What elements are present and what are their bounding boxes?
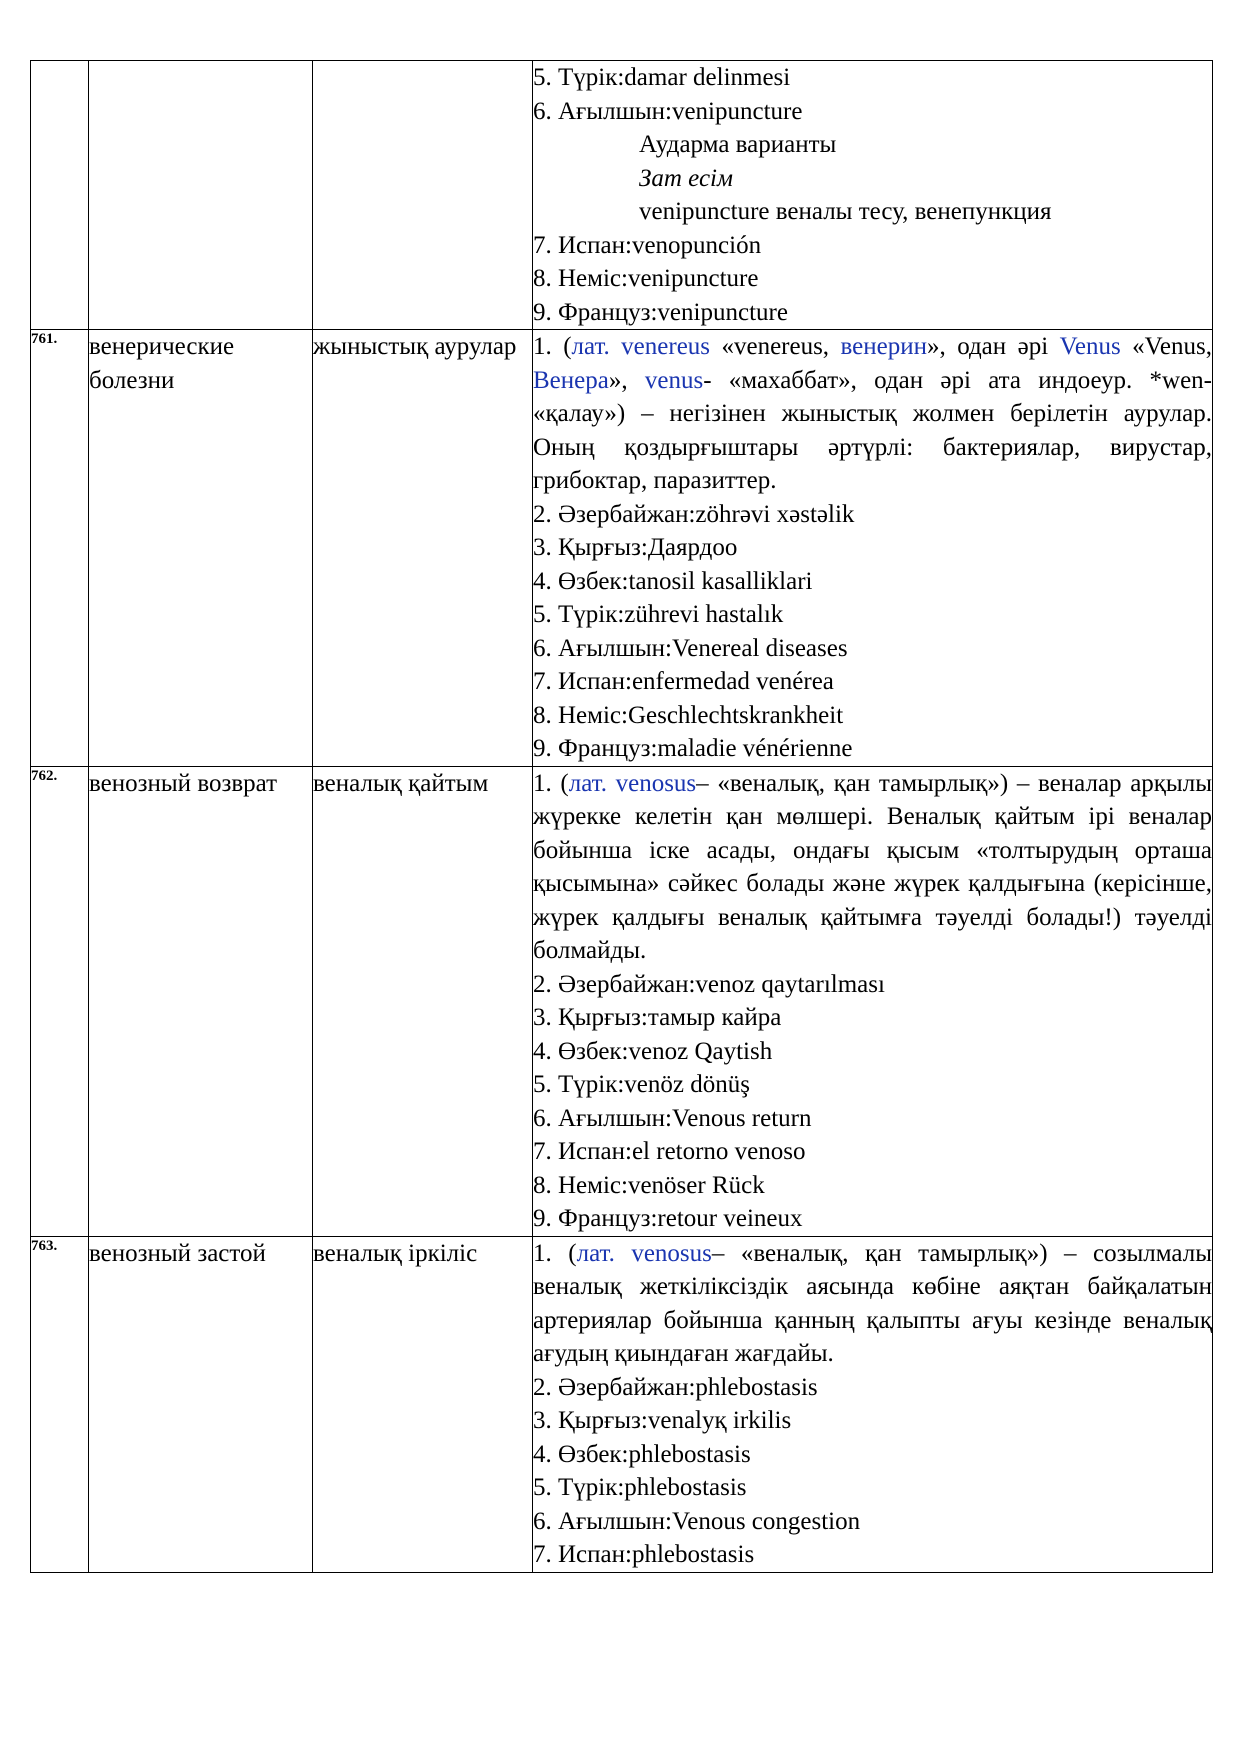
etymology-link[interactable]: Венера: [533, 366, 609, 394]
etymology-link[interactable]: лат. venosus: [568, 769, 697, 797]
etymology-link[interactable]: лат. venosus: [576, 1239, 712, 1267]
translation-line: 7. Испан:enfermedad venérea: [533, 668, 834, 695]
translation-line: 5. Түрік:zührevi hastalık: [533, 601, 784, 628]
etymology-link[interactable]: венерин: [840, 333, 927, 360]
definition-fragment: 1. (: [533, 769, 569, 797]
translation-line: 3. Қырғыз:venalyқ irkilis: [533, 1407, 792, 1434]
translation-line: 8. Неміс:Geschlechtskrankheit: [533, 701, 844, 729]
russian-term: венозный застой: [89, 1236, 313, 1572]
kazakh-term: [313, 61, 533, 330]
translation-line: 2. Әзербайжан:venoz qaytarılması: [533, 970, 885, 998]
variants-heading: Аударма варианты: [639, 131, 837, 158]
translation-line: 8. Неміс:venipuncture: [533, 265, 759, 292]
kazakh-term: жыныстық аурулар: [313, 330, 533, 767]
definition-fragment: », одан әрі: [927, 333, 1060, 360]
etymology-link[interactable]: Venus: [1059, 333, 1121, 360]
translation-line: 6. Ағылшын:Venous return: [533, 1104, 812, 1132]
translation-line: 5. Түрік:venöz dönüş: [533, 1071, 750, 1098]
translation-line: 3. Қырғыз:тамыр кайра: [533, 1004, 782, 1031]
etymology-link[interactable]: venus: [644, 366, 704, 394]
definition-fragment: 1. (: [533, 1239, 577, 1267]
definition-fragment: «Venus,: [1120, 333, 1212, 360]
table-row: [31, 1236, 1213, 1572]
definition-cell: [533, 766, 1213, 1236]
russian-term: венозный возврат: [89, 766, 313, 1236]
translation-line: 4. Өзбек:tanosil kasalliklari: [533, 567, 813, 595]
definition-fragment: – «веналық, қан тамырлық») – созылмалы веналық жеткіліксіздік аясында көбіне аяқтан байқалатын артериялар бойынша қанның қалыпты ағуы кезінде веналық ағудың қиындаған жағдайы.: [533, 1239, 1213, 1367]
definition-fragment: »,: [608, 366, 645, 394]
variant-entry: venipuncture веналы тесу, венепункция: [639, 198, 1052, 225]
definition-text: [533, 330, 1212, 498]
translation-line: 7. Испан:venopunción: [533, 231, 762, 259]
kazakh-term: веналық іркіліс: [313, 1236, 533, 1572]
entry-number: 761.: [31, 330, 89, 767]
definition-cell: [533, 61, 1213, 330]
definition-fragment: - «махаббат», одан әрі ата индоеур. *wen- «қалау») – негізінен жыныстық жолмен берілетін аурулар. Оның қоздырғыштары әртүрлі: бактериялар, вирустар, грибоктар, паразиттер.: [533, 366, 1212, 494]
translation-line: 7. Испан:phlebostasis: [533, 1541, 755, 1568]
translation-line: 6. Ағылшын:venipuncture: [533, 97, 803, 125]
russian-term: венерические болезни: [89, 330, 313, 767]
entry-number: 762.: [31, 766, 89, 1236]
definition-text: [533, 767, 1212, 968]
translation-line: 4. Өзбек:phlebostasis: [533, 1440, 751, 1468]
translation-line: 4. Өзбек:venoz Qaytish: [533, 1037, 773, 1065]
table-row: [31, 61, 1213, 330]
translation-line: 9. Француз:retour veineux: [533, 1205, 803, 1232]
translation-line: 6. Ағылшын:Venous congestion: [533, 1507, 861, 1535]
etymology-link[interactable]: лат. venereus: [571, 333, 711, 360]
definition-cell: [533, 1236, 1213, 1572]
definition-text: [533, 1237, 1212, 1371]
translation-line: 2. Әзербайжан:phlebostasis: [533, 1373, 818, 1401]
part-of-speech: Зат есім: [639, 164, 733, 192]
translation-line: 5. Түрік:phlebostasis: [533, 1474, 747, 1501]
definition-fragment: – «веналық, қан тамырлық») – веналар арқылы жүрекке келетін қан мөлшері. Веналық қайтым ірі веналар бойынша іске асады, ондағы қысым «толтырудың орташа қысымына» сәйкес болады және жүрек қалдығына (керісінше, жүрек қалдығы веналық қайтымға тәуелді болады!) тәуелді болмайды.: [533, 769, 1213, 964]
entry-number: 763.: [31, 1236, 89, 1572]
definition-fragment: 1. (: [533, 333, 572, 360]
table-row: [31, 330, 1213, 767]
russian-term: [89, 61, 313, 330]
translation-line: 9. Француз:maladie vénérienne: [533, 735, 853, 762]
kazakh-term: веналық қайтым: [313, 766, 533, 1236]
definition-fragment: «venereus,: [710, 333, 841, 360]
glossary-table: [30, 60, 1213, 1573]
translation-line: 6. Ағылшын:Venereal diseases: [533, 634, 848, 662]
translation-line: 3. Қырғыз:Даярдоо: [533, 534, 738, 561]
translation-line: 2. Әзербайжан:zöhrəvi xəstəlik: [533, 500, 855, 528]
translation-line: 5. Түрік:damar delinmesi: [533, 64, 791, 91]
translation-line: 8. Неміс:venöser Rück: [533, 1171, 765, 1199]
table-row: [31, 766, 1213, 1236]
translation-line: 9. Француз:venipuncture: [533, 298, 788, 326]
entry-number: [31, 61, 89, 330]
translation-line: 7. Испан:el retorno venoso: [533, 1138, 806, 1165]
definition-cell: [533, 330, 1213, 767]
